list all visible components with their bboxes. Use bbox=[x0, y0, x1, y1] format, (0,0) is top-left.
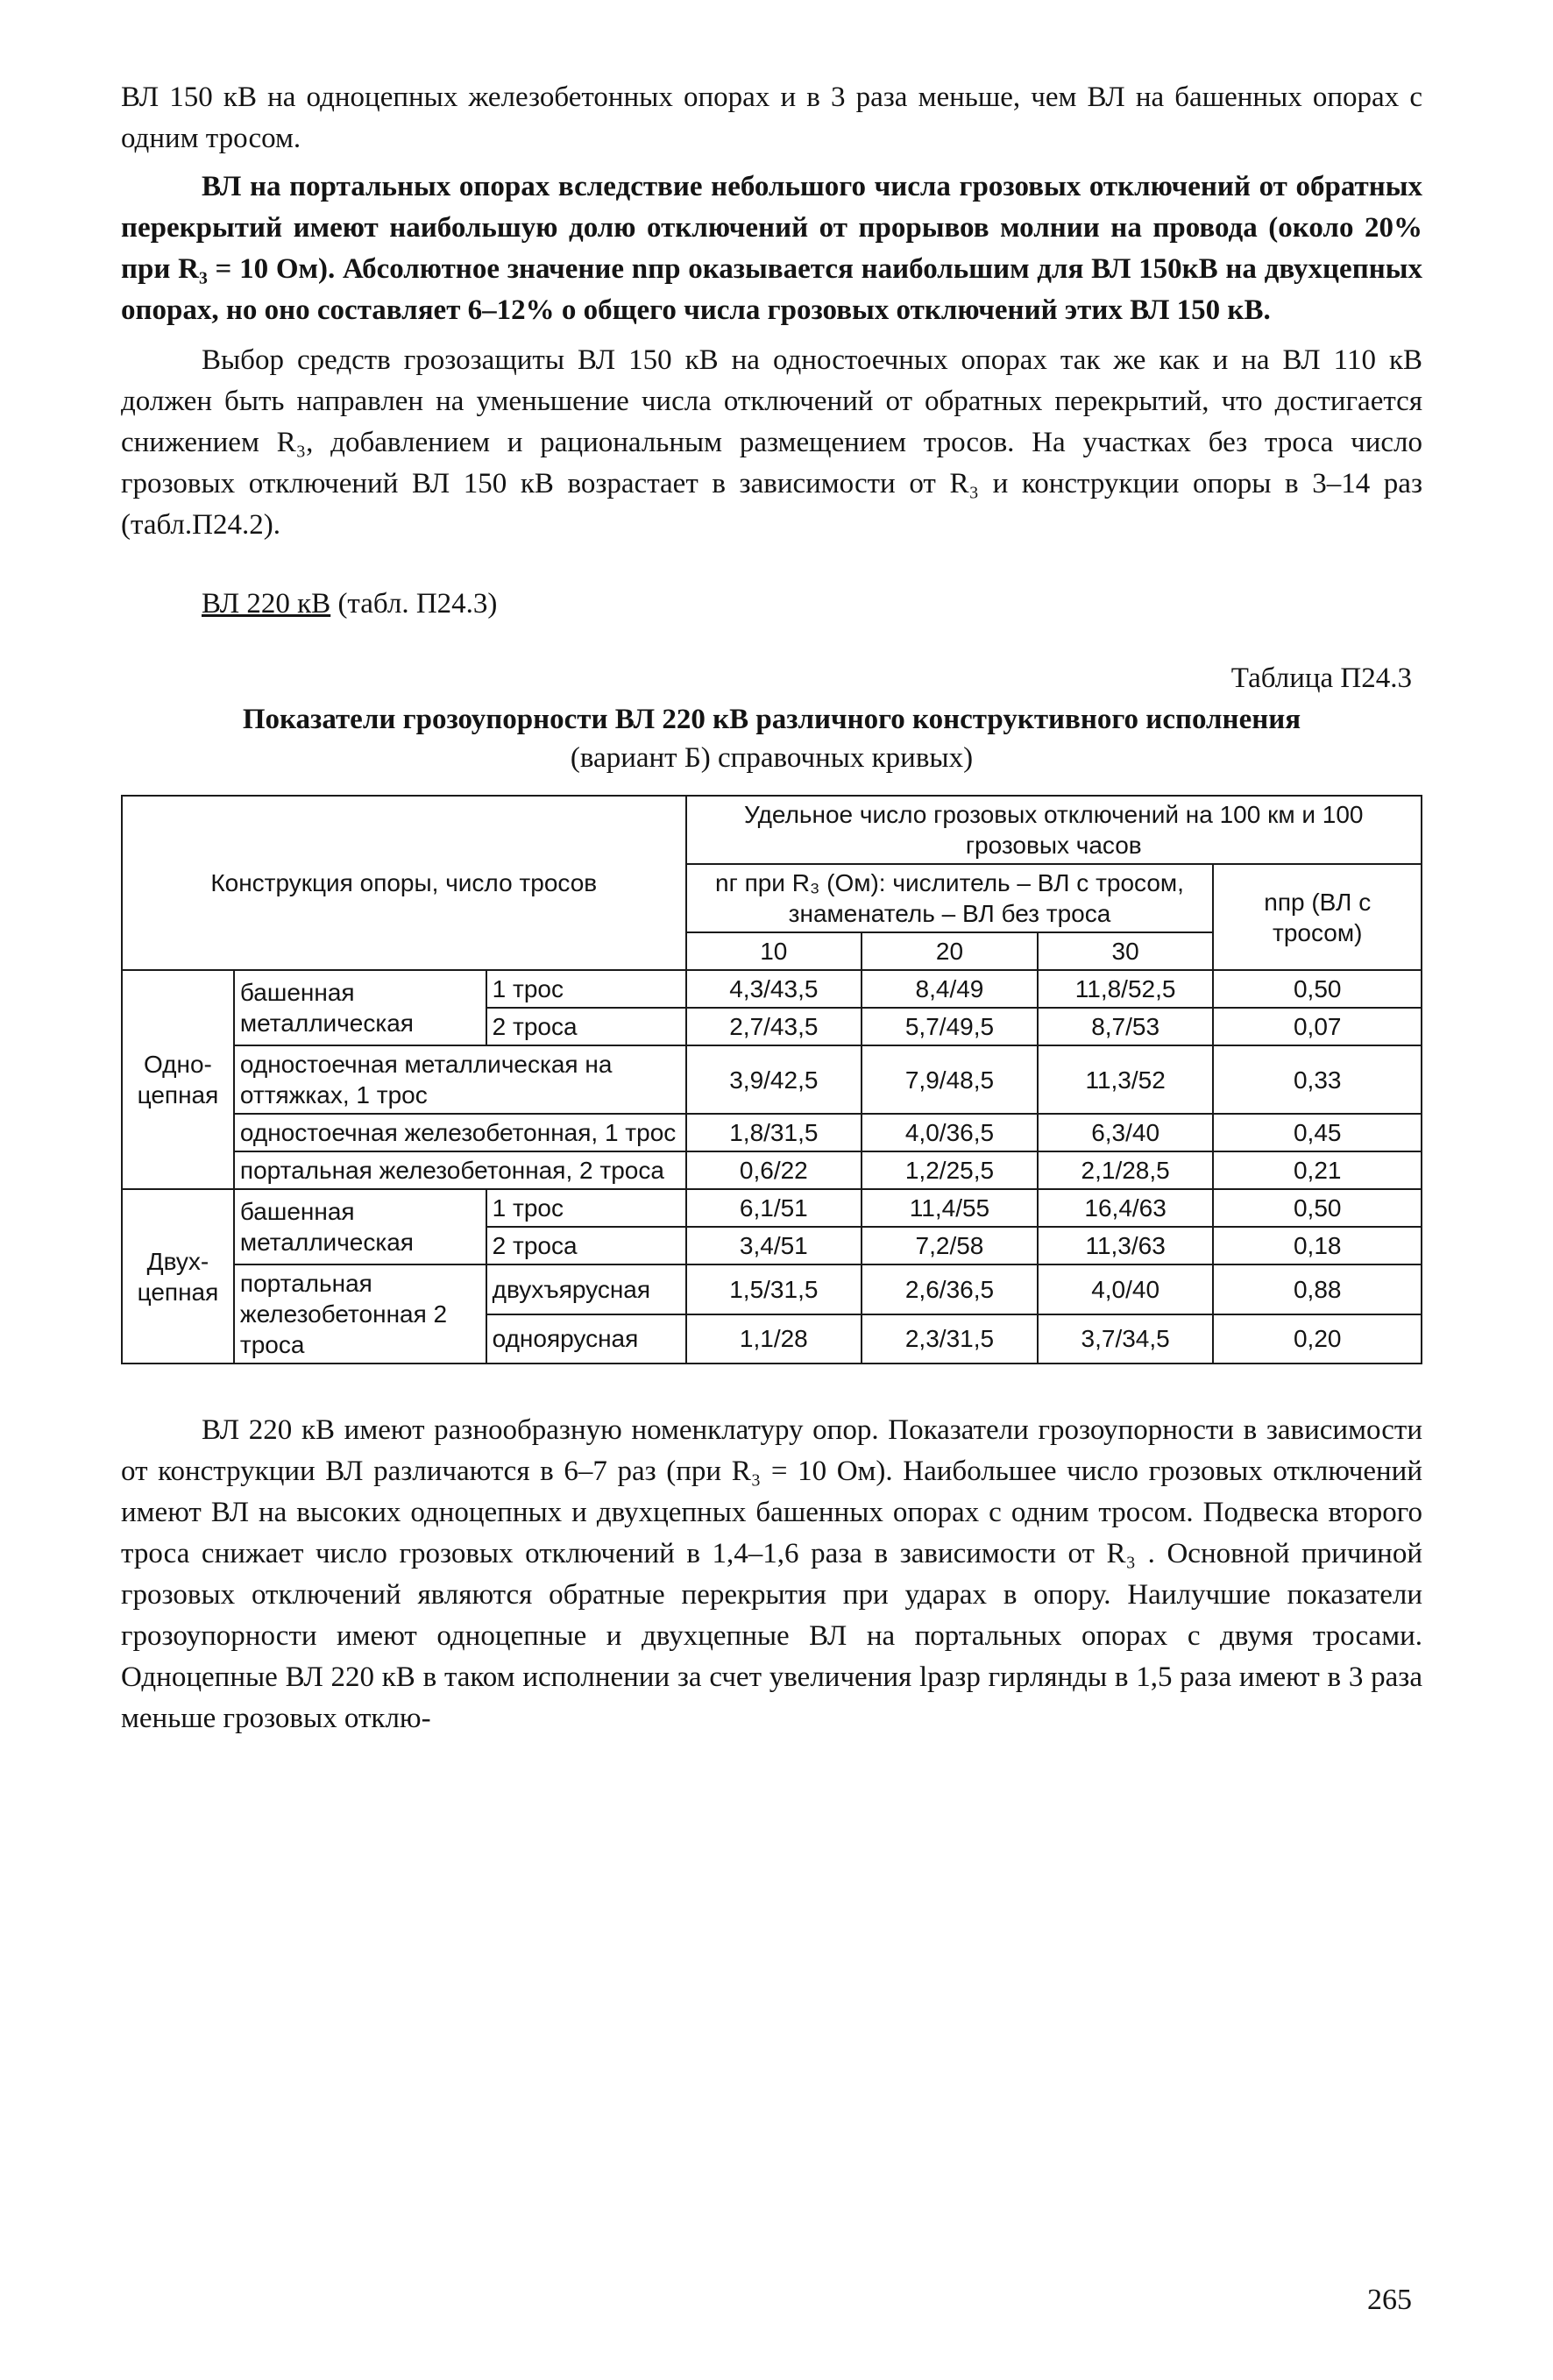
value-r20: 2,3/31,5 bbox=[862, 1314, 1038, 1364]
value-r30: 4,0/40 bbox=[1038, 1264, 1214, 1314]
group-single-circuit: Одно-цепная bbox=[122, 970, 234, 1189]
value-r10: 3,4/51 bbox=[686, 1227, 862, 1264]
header-npr: nпр (ВЛ с тросом) bbox=[1213, 864, 1422, 970]
value-r10: 1,8/31,5 bbox=[686, 1114, 862, 1151]
paragraph-220kv-summary: ВЛ 220 кВ имеют разнообразную номенклатуру опор. Показатели грозоупорности в зависимости от конструкции ВЛ различаются в 6–7 раз (при R₃ = 10 Ом). Наибольшее число грозовых отключений имеют ВЛ на высоких одноцепных и двухцепных башенных опорах с одним тросом. Подвеска второго троса снижает число грозовых отключений в 1,4–1,6 раза в зависимости от R₃ . Основной причиной грозовых отключений являются обратные перекрытия при ударах в опору. Наилучшие показатели грозоупорности имеют одноцепные и двухцепные ВЛ на портальных опорах с двумя тросами. Одноцепные ВЛ 220 кВ в таком исполнении за счет увеличения lразр гирлянды в 1,5 раза имеют в 3 раза меньше грозовых отклю- bbox=[121, 1414, 1422, 1734]
row-type: портальная железобетонная, 2 троса bbox=[234, 1151, 686, 1189]
table-subtitle: (вариант Б) справочных кривых) bbox=[570, 742, 974, 774]
section-heading-underlined: ВЛ 220 кВ bbox=[202, 588, 331, 620]
value-npr: 0,45 bbox=[1213, 1114, 1422, 1151]
value-r30: 11,3/52 bbox=[1038, 1045, 1214, 1114]
value-r20: 7,9/48,5 bbox=[862, 1045, 1038, 1114]
table-row bbox=[122, 1264, 1422, 1314]
value-npr: 0,50 bbox=[1213, 970, 1422, 1008]
header-r20: 20 bbox=[862, 932, 1038, 970]
value-npr: 0,33 bbox=[1213, 1045, 1422, 1114]
value-r30: 11,8/52,5 bbox=[1038, 970, 1214, 1008]
value-r20: 7,2/58 bbox=[862, 1227, 1038, 1264]
paragraph-continuation: ВЛ 150 кВ на одноцепных железобетонных опорах и в 3 раза меньше, чем ВЛ на башенных опорах с одним тросом. bbox=[121, 81, 1422, 154]
table-label: Таблица П24.3 bbox=[1230, 662, 1412, 694]
table-row bbox=[122, 1045, 1422, 1114]
header-r30: 30 bbox=[1038, 932, 1214, 970]
value-npr: 0,07 bbox=[1213, 1008, 1422, 1045]
value-r10: 2,7/43,5 bbox=[686, 1008, 862, 1045]
row-wires: одноярусная bbox=[486, 1314, 686, 1364]
row-wires: 2 троса bbox=[486, 1008, 686, 1045]
value-r20: 5,7/49,5 bbox=[862, 1008, 1038, 1045]
value-r30: 3,7/34,5 bbox=[1038, 1314, 1214, 1364]
section-heading-ref: (табл. П24.3) bbox=[330, 588, 498, 620]
value-r20: 2,6/36,5 bbox=[862, 1264, 1038, 1314]
row-type: одностоечная металлическая на оттяжках, 1 трос bbox=[234, 1045, 686, 1114]
value-r10: 0,6/22 bbox=[686, 1151, 862, 1189]
table-row bbox=[122, 1151, 1422, 1189]
value-npr: 0,18 bbox=[1213, 1227, 1422, 1264]
value-npr: 0,50 bbox=[1213, 1189, 1422, 1227]
table-title: Показатели грозоупорности ВЛ 220 кВ различного конструктивного исполнения bbox=[242, 704, 1301, 735]
header-specific-outages: Удельное число грозовых отключений на 100 км и 100 грозовых часов bbox=[686, 796, 1422, 864]
value-r10: 4,3/43,5 bbox=[686, 970, 862, 1008]
value-r30: 6,3/40 bbox=[1038, 1114, 1214, 1151]
row-wires: 1 трос bbox=[486, 1189, 686, 1227]
value-npr: 0,21 bbox=[1213, 1151, 1422, 1189]
row-type: башенная металлическая bbox=[234, 1189, 486, 1264]
value-npr: 0,20 bbox=[1213, 1314, 1422, 1364]
row-wires: двухъярусная bbox=[486, 1264, 686, 1314]
table-row bbox=[122, 1189, 1422, 1227]
lightning-performance-table bbox=[121, 795, 1422, 1364]
value-r30: 8,7/53 bbox=[1038, 1008, 1214, 1045]
page-number: 265 bbox=[1367, 2284, 1412, 2316]
value-r20: 1,2/25,5 bbox=[862, 1151, 1038, 1189]
value-npr: 0,88 bbox=[1213, 1264, 1422, 1314]
section-heading bbox=[202, 588, 1422, 620]
value-r30: 16,4/63 bbox=[1038, 1189, 1214, 1227]
value-r30: 11,3/63 bbox=[1038, 1227, 1214, 1264]
header-design: Конструкция опоры, число тросов bbox=[122, 796, 686, 970]
value-r20: 4,0/36,5 bbox=[862, 1114, 1038, 1151]
value-r10: 1,5/31,5 bbox=[686, 1264, 862, 1314]
value-r10: 3,9/42,5 bbox=[686, 1045, 862, 1114]
table-row bbox=[122, 1114, 1422, 1151]
group-double-circuit: Двух-цепная bbox=[122, 1189, 234, 1364]
value-r20: 11,4/55 bbox=[862, 1189, 1038, 1227]
value-r30: 2,1/28,5 bbox=[1038, 1151, 1214, 1189]
row-wires: 1 трос bbox=[486, 970, 686, 1008]
row-wires: 2 троса bbox=[486, 1227, 686, 1264]
table-row bbox=[122, 970, 1422, 1008]
value-r20: 8,4/49 bbox=[862, 970, 1038, 1008]
header-ng: nг при R₃ (Ом): числитель – ВЛ с тросом, знаменатель – ВЛ без троса bbox=[686, 864, 1214, 932]
value-r10: 6,1/51 bbox=[686, 1189, 862, 1227]
row-type: портальная железобетонная 2 троса bbox=[234, 1264, 486, 1364]
row-type: одностоечная железобетонная, 1 трос bbox=[234, 1114, 686, 1151]
paragraph-protection-choice: Выбор средств грозозащиты ВЛ 150 кВ на одностоечных опорах так же как и на ВЛ 110 кВ должен быть направлен на уменьшение числа отключений от обратных перекрытий, что достигается снижением R₃, добавлением и рациональным размещением тросов. На участках без троса число грозовых отключений ВЛ 150 кВ возрастает в зависимости от R₃ и конструкции опоры в 3–14 раз (табл.П24.2). bbox=[121, 344, 1422, 541]
value-r10: 1,1/28 bbox=[686, 1314, 862, 1364]
page-content bbox=[121, 77, 1422, 1739]
paragraph-portal-towers: ВЛ на портальных опорах вследствие небольшого числа грозовых отключений от обратных перекрытий имеют наибольшую долю отключений от прорывов молнии на провода (около 20% при R₃ = 10 Ом). Абсолютное значение nпр оказывается наибольшим для ВЛ 150кВ на двухцепных опорах, но оно составляет 6–12% о общего числа грозовых отключений этих ВЛ 150 кВ. bbox=[121, 171, 1422, 326]
header-r10: 10 bbox=[686, 932, 862, 970]
row-type: башенная металлическая bbox=[234, 970, 486, 1045]
